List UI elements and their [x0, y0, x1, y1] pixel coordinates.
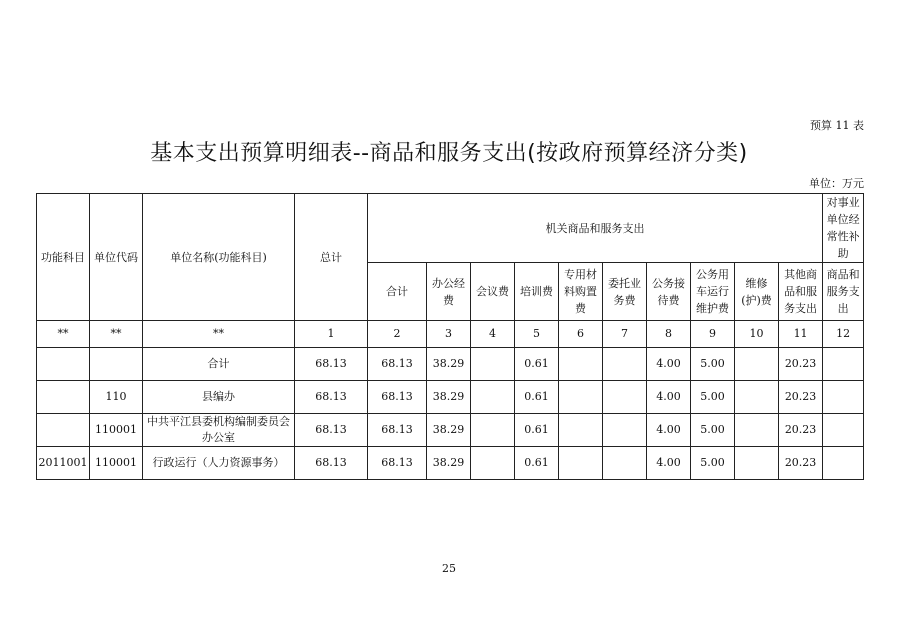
page-number: 25 — [442, 562, 456, 575]
table-cell: 5.00 — [691, 414, 735, 447]
header-group: 机关商品和服务支出 — [368, 194, 823, 263]
header-sub: 委托业务费 — [603, 263, 647, 321]
table-cell: 行政运行（人力资源事务） — [143, 447, 295, 480]
header-total: 总计 — [295, 194, 368, 321]
table-cell: 5.00 — [691, 348, 735, 381]
page-title: 基本支出预算明细表--商品和服务支出(按政府预算经济分类) — [150, 141, 748, 166]
index-cell: 1 — [295, 321, 368, 348]
table-cell — [471, 447, 515, 480]
table-cell: 2011001 — [37, 447, 90, 480]
index-cell: 8 — [647, 321, 691, 348]
table-row — [37, 414, 864, 447]
budget-table — [36, 193, 864, 480]
table-cell: 20.23 — [779, 348, 823, 381]
index-cell: 9 — [691, 321, 735, 348]
index-cell: 11 — [779, 321, 823, 348]
table-cell — [559, 381, 603, 414]
form-number: 预算 11 表 — [810, 119, 864, 132]
header-row-1 — [37, 194, 864, 263]
table-cell — [90, 348, 143, 381]
table-cell — [823, 447, 864, 480]
table-cell — [735, 447, 779, 480]
index-cell: 10 — [735, 321, 779, 348]
header-sub: 培训费 — [515, 263, 559, 321]
table-cell: 20.23 — [779, 381, 823, 414]
table-cell — [559, 447, 603, 480]
table-cell — [559, 414, 603, 447]
header-func-code: 功能科目 — [37, 194, 90, 321]
header-sub: 商品和服务支出 — [823, 263, 864, 321]
table-cell — [603, 414, 647, 447]
table-cell — [735, 348, 779, 381]
table-cell — [603, 348, 647, 381]
table-cell: 4.00 — [647, 414, 691, 447]
table-cell: 中共平江县委机构编制委员会办公室 — [143, 414, 295, 447]
header-sub: 会议费 — [471, 263, 515, 321]
table-cell: 4.00 — [647, 348, 691, 381]
table-cell: 38.29 — [427, 381, 471, 414]
index-row — [37, 321, 864, 348]
table-row — [37, 447, 864, 480]
unit-label: 单位：万元 — [809, 177, 864, 190]
table-cell: 38.29 — [427, 348, 471, 381]
index-cell: ** — [143, 321, 295, 348]
header-sub: 维修(护)费 — [735, 263, 779, 321]
header-sub: 其他商品和服务支出 — [779, 263, 823, 321]
table-cell — [735, 381, 779, 414]
table-cell: 68.13 — [295, 381, 368, 414]
header-sub: 专用材料购置费 — [559, 263, 603, 321]
table-cell — [823, 414, 864, 447]
table-cell: 合计 — [143, 348, 295, 381]
table-cell: 县编办 — [143, 381, 295, 414]
table-row — [37, 348, 864, 381]
table-cell — [471, 414, 515, 447]
index-cell: 7 — [603, 321, 647, 348]
table-cell — [823, 381, 864, 414]
table-cell: 20.23 — [779, 447, 823, 480]
table-cell: 38.29 — [427, 414, 471, 447]
table-cell: 68.13 — [295, 414, 368, 447]
table-cell: 4.00 — [647, 381, 691, 414]
table-cell — [559, 348, 603, 381]
table-cell — [471, 381, 515, 414]
table-row — [37, 381, 864, 414]
header-unit-code: 单位代码 — [90, 194, 143, 321]
index-cell: 5 — [515, 321, 559, 348]
table-cell: 68.13 — [295, 447, 368, 480]
table-cell: 4.00 — [647, 447, 691, 480]
table-cell: 0.61 — [515, 447, 559, 480]
table-cell: 0.61 — [515, 414, 559, 447]
table-cell: 0.61 — [515, 348, 559, 381]
table-cell — [37, 348, 90, 381]
header-sub: 合计 — [368, 263, 427, 321]
index-cell: 12 — [823, 321, 864, 348]
header-sub: 公务接待费 — [647, 263, 691, 321]
table-cell: 0.61 — [515, 381, 559, 414]
table-cell — [471, 348, 515, 381]
table-cell: 20.23 — [779, 414, 823, 447]
table-cell: 38.29 — [427, 447, 471, 480]
table-cell — [37, 414, 90, 447]
index-cell: 4 — [471, 321, 515, 348]
table-cell — [603, 447, 647, 480]
table-cell: 68.13 — [368, 414, 427, 447]
table-cell — [37, 381, 90, 414]
table-cell: 110 — [90, 381, 143, 414]
table-cell: 68.13 — [368, 381, 427, 414]
table-cell: 5.00 — [691, 447, 735, 480]
index-cell: 2 — [368, 321, 427, 348]
header-subsidy: 对事业单位经常性补助 — [823, 194, 864, 263]
table-cell — [823, 348, 864, 381]
table-cell: 68.13 — [368, 447, 427, 480]
index-cell: ** — [37, 321, 90, 348]
table-cell: 110001 — [90, 447, 143, 480]
header-unit-name: 单位名称(功能科目) — [143, 194, 295, 321]
index-cell: ** — [90, 321, 143, 348]
table-cell — [735, 414, 779, 447]
table-cell — [603, 381, 647, 414]
table-cell: 68.13 — [368, 348, 427, 381]
index-cell: 3 — [427, 321, 471, 348]
header-sub: 办公经费 — [427, 263, 471, 321]
table-cell: 5.00 — [691, 381, 735, 414]
table-cell: 68.13 — [295, 348, 368, 381]
table-cell: 110001 — [90, 414, 143, 447]
index-cell: 6 — [559, 321, 603, 348]
header-sub: 公务用车运行维护费 — [691, 263, 735, 321]
